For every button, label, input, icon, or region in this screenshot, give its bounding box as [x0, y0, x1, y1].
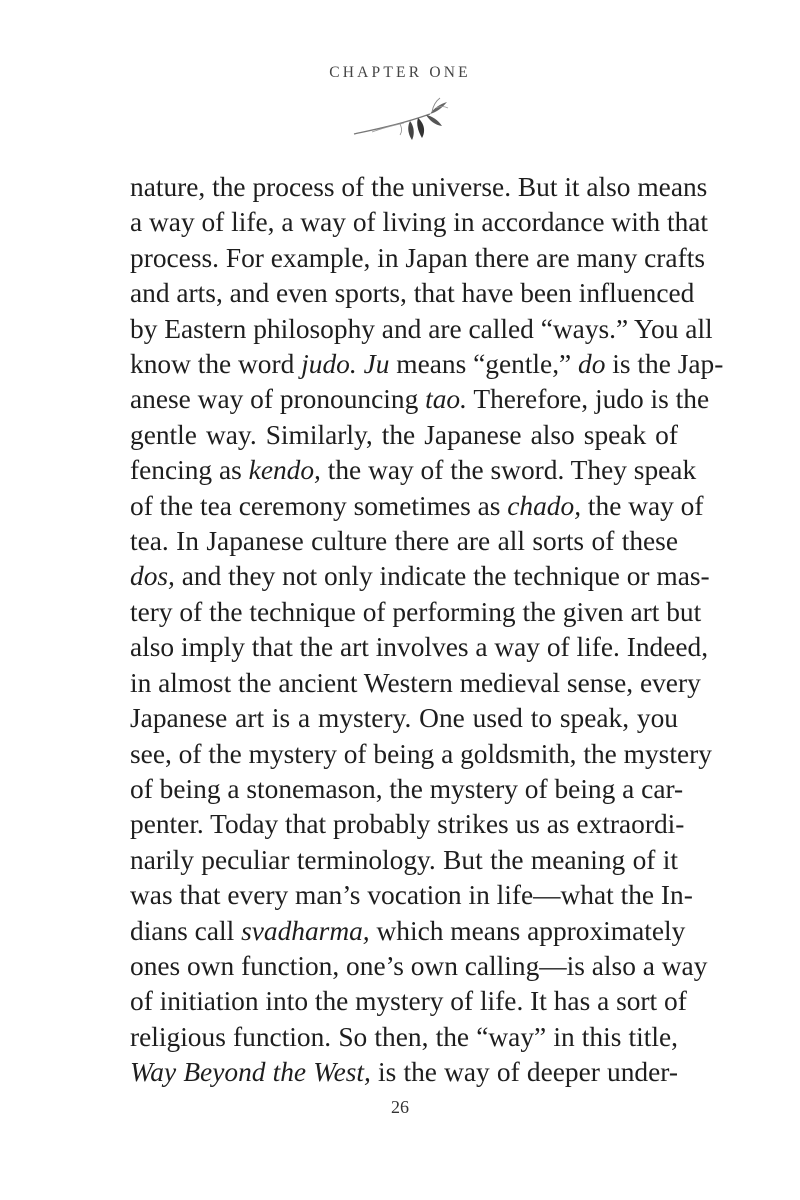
text-line: by Eastern philosophy and are called “ways.” You all [130, 313, 713, 344]
text-line: of the tea ceremony sometimes as chado, the way of [130, 490, 704, 521]
text-line: and arts, and even sports, that have been influenced [130, 278, 695, 309]
text-line: Way Beyond the West, is the way of deeper under- [130, 1057, 678, 1088]
text-line: process. For example, in Japan there are many crafts [130, 242, 705, 273]
text-line: Japanese art is a mystery. One used to speak, you [130, 703, 678, 734]
text-line: in almost the ancient Western medieval sense, every [130, 667, 701, 698]
text-line: a way of life, a way of living in accordance with that [130, 207, 709, 238]
text-line: see, of the mystery of being a goldsmith, the mystery [130, 738, 712, 769]
text-line: know the word judo. Ju means “gentle,” do is the Jap- [130, 349, 724, 380]
text-line: nature, the process of the universe. But it also means [130, 172, 708, 202]
text-line: fencing as kendo, the way of the sword. They speak [130, 455, 697, 486]
text-line: also imply that the art involves a way of life. Indeed, [130, 632, 709, 663]
bamboo-leaves-icon [352, 96, 452, 146]
text-line: of being a stonemason, the mystery of being a car- [130, 773, 684, 804]
body-text [130, 170, 724, 1091]
text-line: religious function. So then, the “way” in this title, [130, 1021, 678, 1052]
text-line: dians call svadharma, which means approximately [130, 915, 686, 946]
text-line: anese way of pronouncing tao. Therefore, judo is the [130, 384, 710, 415]
page-number: 26 [391, 1097, 409, 1117]
text-line: of initiation into the mystery of life. It has a sort of [130, 986, 687, 1017]
text-line: tery of the technique of performing the given art but [130, 596, 702, 627]
text-line: penter. Today that probably strikes us as extraordi- [130, 809, 685, 840]
text-line: narily peculiar terminology. But the meaning of it [130, 844, 678, 875]
running-head: CHAPTER ONE [329, 64, 471, 81]
text-line: tea. In Japanese culture there are all sorts of these [130, 526, 678, 557]
text-line: was that every man’s vocation in life—what the In- [130, 880, 693, 911]
text-line: dos, and they not only indicate the technique or mas- [130, 561, 710, 592]
text-line: ones own function, one’s own calling—is also a way [130, 950, 708, 981]
text-line: gentle way. Similarly, the Japanese also speak of [130, 419, 678, 450]
